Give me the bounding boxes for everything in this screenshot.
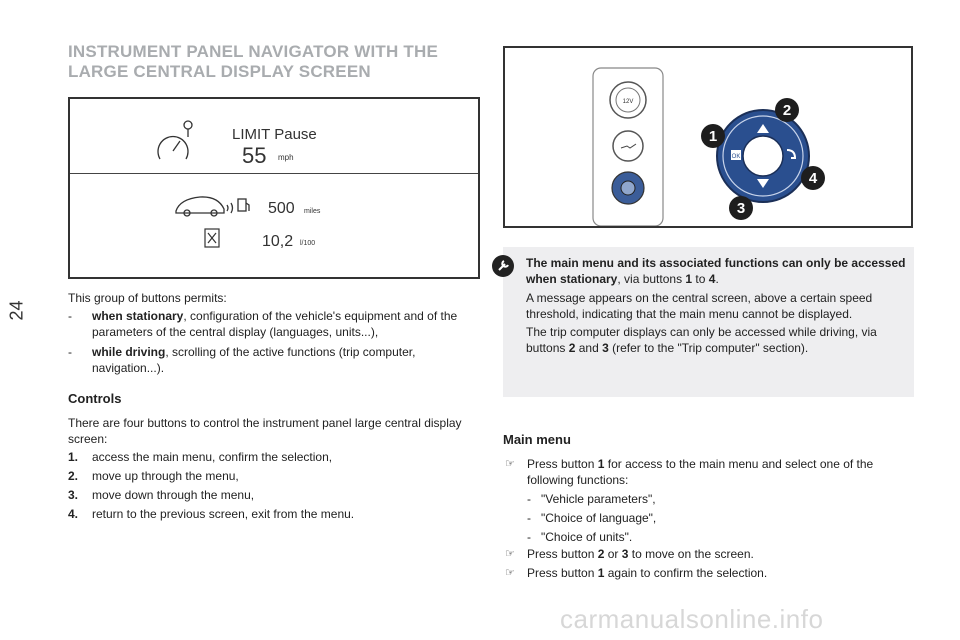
hand-pointer-icon: ☞ bbox=[505, 458, 515, 470]
controls-drawing bbox=[505, 48, 911, 226]
display-screen-illustration bbox=[68, 97, 480, 279]
fuel-pump-icon bbox=[238, 199, 249, 211]
badge-3-label: 3 bbox=[736, 200, 746, 217]
info-paragraph-1: The main menu and its associated functions can only be accessed when stationary, via buttons 1 to 4. bbox=[526, 256, 906, 286]
permit-item-driving: - while driving, scrolling of the active functions (trip computer, navigation...). bbox=[68, 345, 416, 375]
controls-intro: There are four buttons to control the instrument panel large central display screen: bbox=[68, 416, 462, 446]
hand-pointer-icon: ☞ bbox=[505, 548, 515, 560]
main-menu-bullet-3: ☞ Press button 1 again to confirm the selection. bbox=[505, 566, 768, 580]
controls-heading: Controls bbox=[68, 391, 122, 406]
info-paragraph-2: A message appears on the central screen, above a certain speed threshold, indicating that the main menu cannot be displayed. bbox=[526, 291, 873, 321]
submenu-vehicle-parameters: - "Vehicle parameters", bbox=[527, 492, 656, 506]
speed-limiter-icon bbox=[158, 121, 192, 159]
consumption-unit: l/100 bbox=[300, 240, 316, 247]
controls-illustration bbox=[503, 46, 913, 228]
control-item-1: 1. access the main menu, confirm the selection, bbox=[68, 450, 333, 464]
control-item-4: 4. return to the previous screen, exit from the menu. bbox=[68, 507, 355, 521]
submenu-choice-language: - "Choice of language", bbox=[527, 511, 657, 525]
info-paragraph-3: The trip computer displays can only be accessed while driving, via buttons 2 and 3 (refer to the "Trip computer" section). bbox=[526, 325, 877, 355]
control-item-3: 3. move down through the menu, bbox=[68, 488, 255, 502]
ok-label: OK bbox=[731, 154, 741, 160]
permit-item-stationary: - when stationary, configuration of the vehicle's equipment and of the parameters of the central display (languages, units...), bbox=[68, 309, 458, 339]
control-item-2: 2. move up through the menu, bbox=[68, 469, 239, 483]
watermark: carmanualsonline.info bbox=[560, 604, 824, 634]
fuel-consumption-icon bbox=[205, 229, 219, 247]
badge-1-label: 1 bbox=[708, 128, 718, 145]
main-menu-bullet-1: ☞ Press button 1 for access to the main menu and select one of the following functions: bbox=[505, 457, 874, 487]
speed-value: 55 bbox=[242, 143, 267, 168]
submenu-choice-units: - "Choice of units". bbox=[527, 530, 633, 544]
title-line-2: LARGE CENTRAL DISPLAY SCREEN bbox=[68, 62, 371, 81]
badge-4-label: 4 bbox=[808, 170, 818, 187]
center-button bbox=[743, 136, 783, 176]
seat-switch-icon bbox=[613, 131, 643, 161]
hand-pointer-icon: ☞ bbox=[505, 567, 515, 579]
consumption-value: 10,2 bbox=[262, 233, 294, 250]
main-menu-heading: Main menu bbox=[503, 432, 571, 447]
limit-label: LIMIT Pause bbox=[232, 126, 317, 143]
badge-2-label: 2 bbox=[782, 102, 792, 119]
speed-unit: mph bbox=[278, 153, 294, 162]
intro-text: This group of buttons permits: bbox=[68, 291, 227, 305]
title-line-1: INSTRUMENT PANEL NAVIGATOR WITH THE bbox=[68, 42, 438, 61]
info-wrench-icon bbox=[492, 255, 514, 277]
page-number: 24 bbox=[6, 300, 27, 321]
main-menu-bullet-2: ☞ Press button 2 or 3 to move on the screen. bbox=[505, 547, 754, 561]
socket-label: 12V bbox=[622, 99, 634, 105]
car-icon bbox=[176, 197, 233, 216]
range-value: 500 bbox=[268, 200, 295, 217]
section-title bbox=[68, 42, 488, 82]
range-unit: miles bbox=[304, 208, 321, 215]
